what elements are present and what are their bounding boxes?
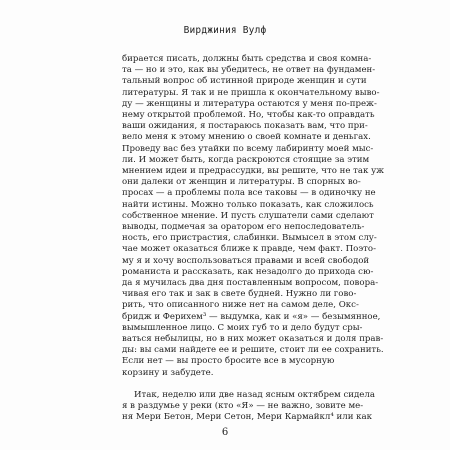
text-line: ваши ожидания, я постараюсь показать вам, что при- [122, 121, 368, 132]
text-line: мнением идеи и предрассудки, вы решите, что не так уж [122, 166, 385, 177]
text-line: Итак, неделю или две назад ясным октябрем сидела [134, 390, 375, 401]
text-line: Если нет — вы просто бросите все в мусорную [122, 356, 335, 367]
paragraph-gap [122, 379, 332, 390]
running-head: Вирджиния Вулф [183, 25, 267, 36]
paragraph-1 [122, 54, 385, 379]
text-line: Проведу вас без утайки по всему лабиринту моей мыс- [122, 143, 374, 154]
body-text [122, 54, 385, 424]
text-line: ня Мери Бетон, Мери Сетон, Мери Кармайкл⁴ или как [122, 412, 373, 423]
text-line: просах — а проблемы пола все таковы — в одиночку не [122, 188, 376, 199]
text-line: му я и хочу воспользоваться правами и всей свободой [122, 255, 370, 266]
text-line: вымышленное лицо. С моих губ то и дело будут сры- [122, 322, 363, 333]
text-line: тальный вопрос об истинной природе женщин и сути [122, 76, 367, 87]
text-line: я в раздумье у реки (кто «Я» — не важно, зовите ме- [122, 401, 364, 412]
text-line: собственное мнение. И пусть слушатели сами сделают [122, 210, 374, 221]
page-number: 6 [221, 427, 229, 438]
text-line: ли. И может быть, когда раскроются стоящие за этим [122, 154, 370, 165]
text-line: найти истины. Можно только показать, как сложилось [122, 199, 374, 210]
text-line: они далеки от женщин и литературы. В спорных во- [122, 177, 361, 188]
text-line: ность, его пристрастия, слабинки. Вымысел в этом слу- [122, 233, 377, 244]
text-line: романиста и рассказать, как незадолго до прихода сю- [122, 266, 374, 277]
paragraph-2 [122, 390, 375, 424]
text-line: ды: вы сами найдете ее и решите, стоит ли ее сохранить. [122, 345, 384, 356]
text-line: литературы. Я так и не пришла к окончательному выво- [122, 87, 380, 98]
text-line: чивая его так и зак в свете будней. Нужно ли гово- [122, 289, 357, 300]
text-line: бридж и Ферихем³ — выдумка, как и «я» — безымянное, [122, 311, 381, 322]
text-line: да я мучилась два дня поставленным вопросом, повора- [122, 278, 379, 289]
text-line: вело меня к этому мнению о своей комнате и деньгах. [122, 132, 371, 143]
text-line: бирается писать, должны быть средства и своя комна- [122, 54, 372, 64]
text-line: ваться небылицы, но в них может оказаться и доля прав- [122, 334, 384, 345]
text-line: чае может оказаться ближе к правде, чем факт. Поэто- [122, 244, 376, 255]
text-line: нему открытой проблемой. Но, чтобы как-то оправдать [122, 110, 375, 121]
text-line: та — но и это, как вы убедитесь, не ответ на фундамен- [122, 65, 376, 76]
text-line: рить, что описанного ниже нет на самом деле, Окс- [122, 300, 359, 311]
text-line: корзину и забудете. [122, 367, 214, 378]
text-line: выводы, подмечая за оратором его непоследователь- [122, 222, 365, 233]
text-line: ду — женщины и литература остаются у меня по-преж- [122, 98, 377, 109]
